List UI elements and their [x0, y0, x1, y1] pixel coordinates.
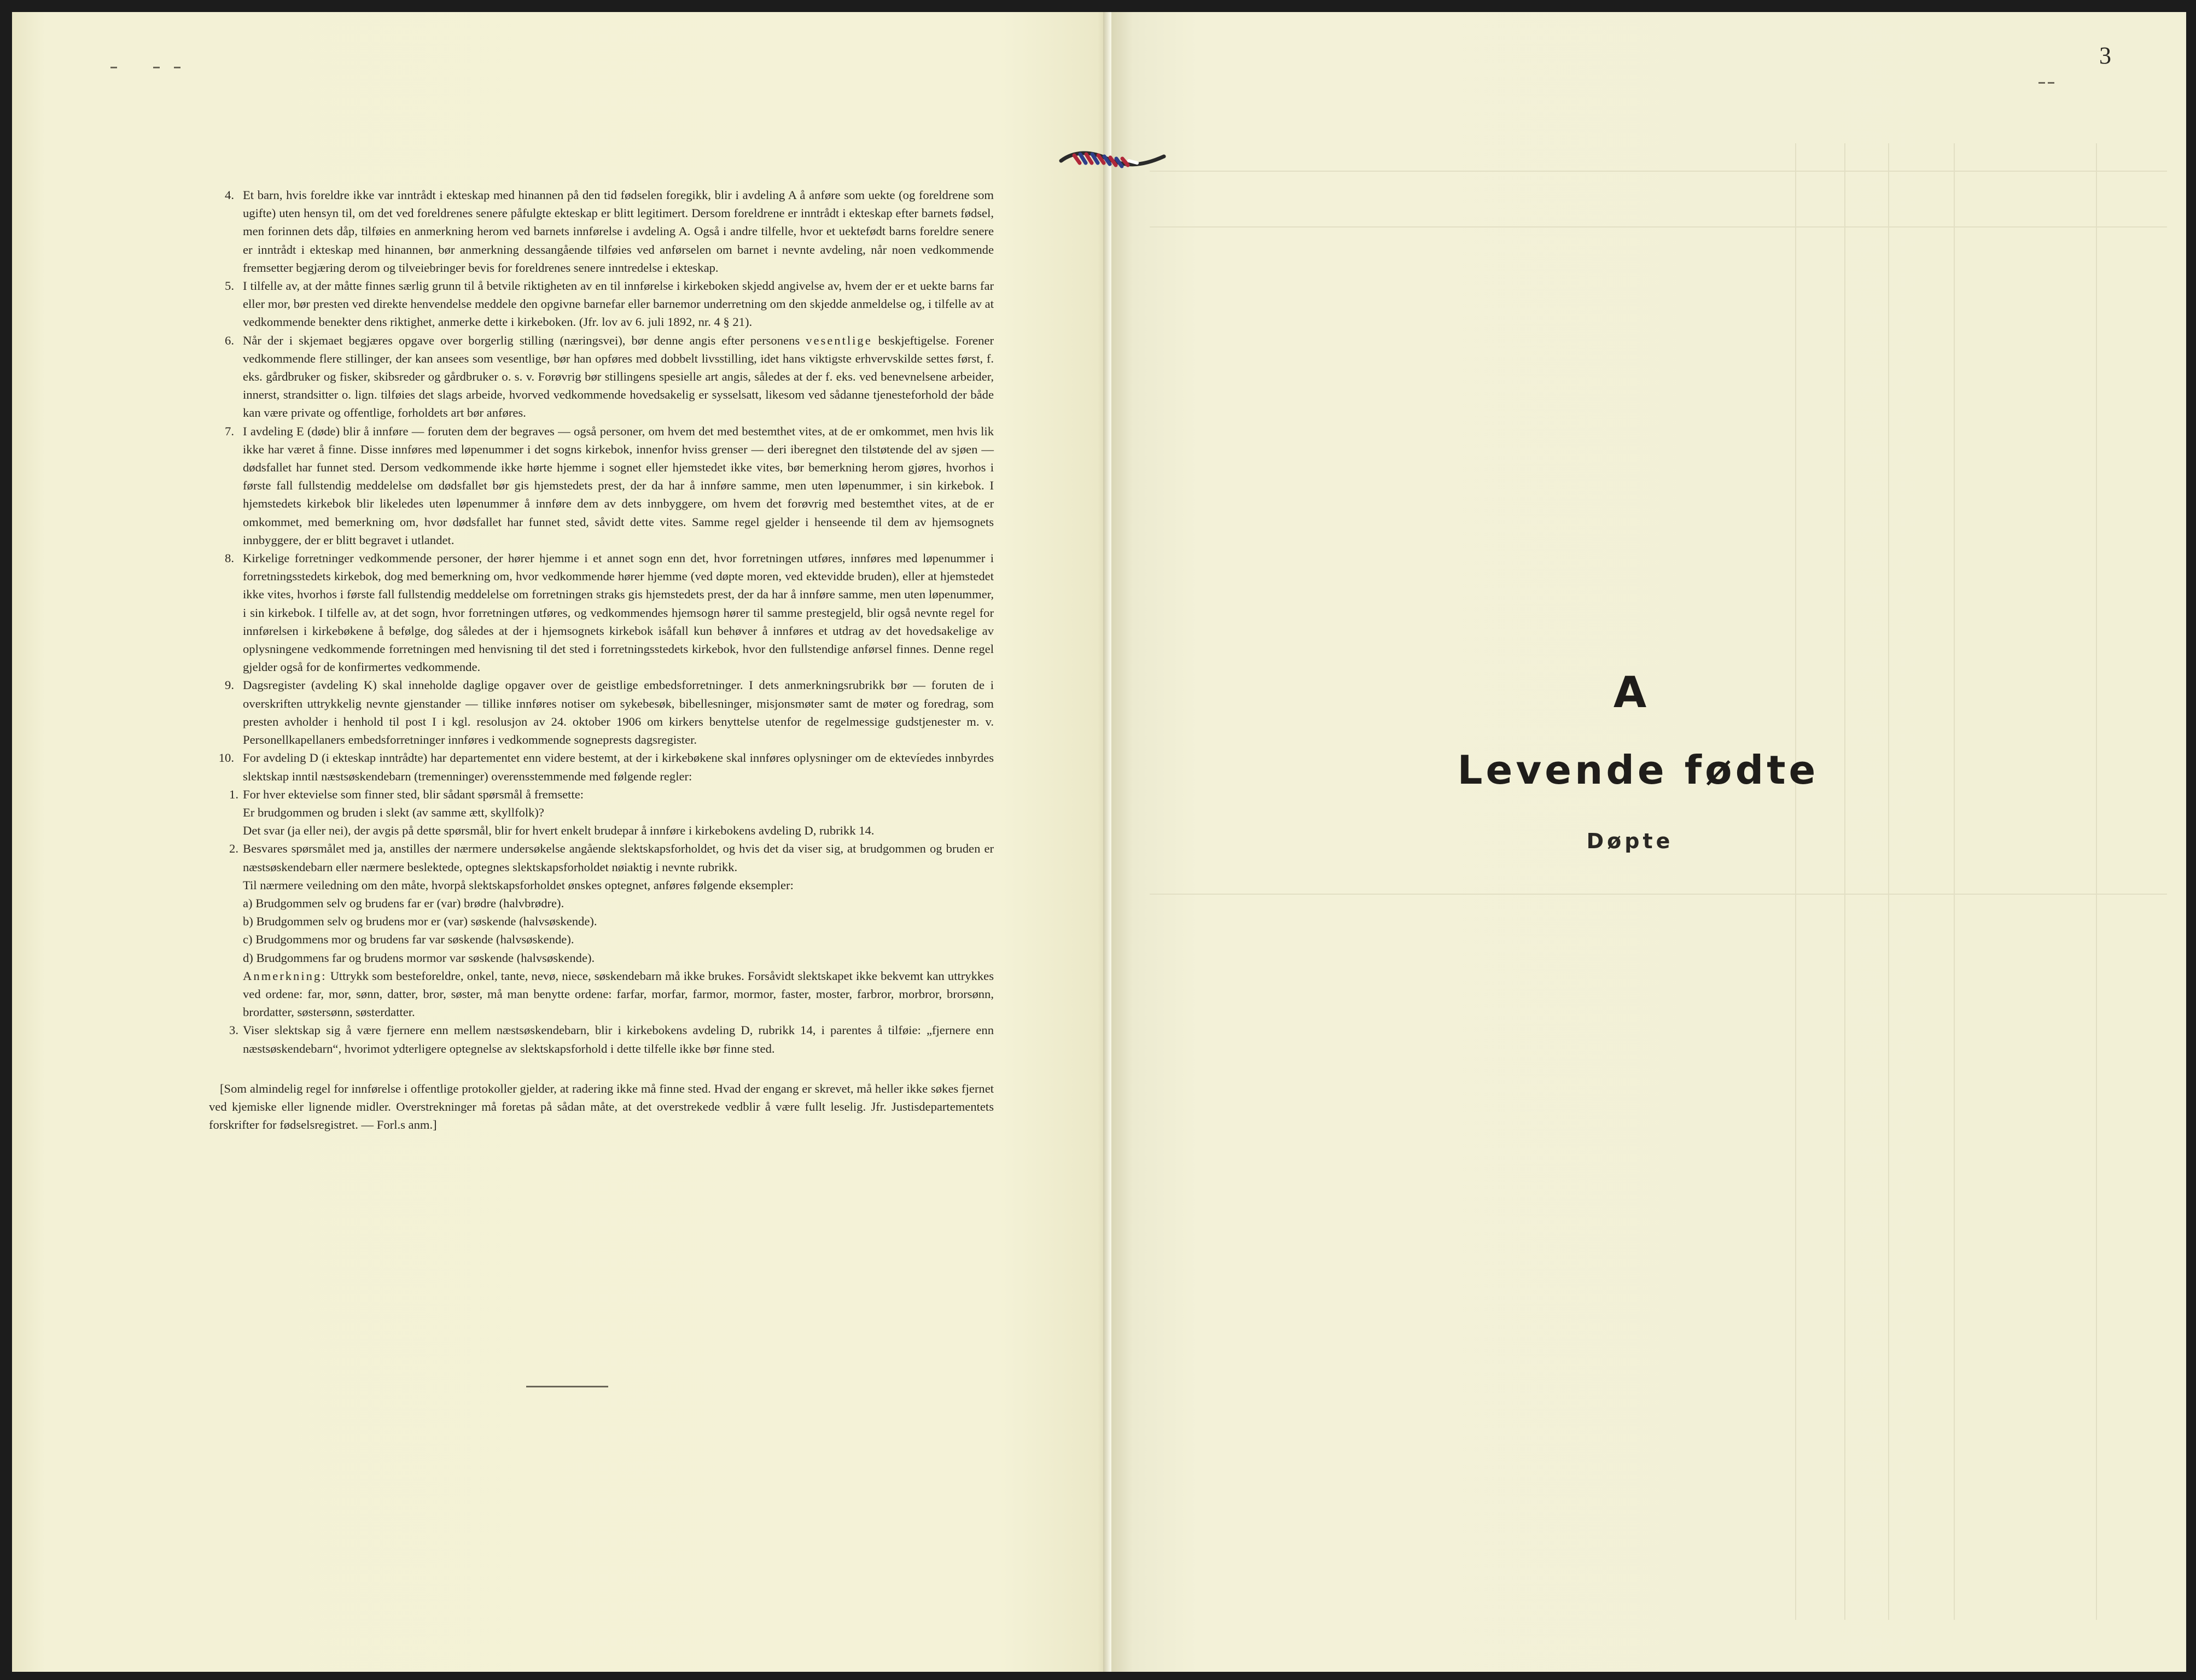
ghost-column	[2096, 143, 2097, 1620]
rule-2: 2. Besvares spørsmålet med ja, anstilles der nærmere undersøkelse angående slektskapsforholdet, og hvis det da viser sig, at brudgommen og bruden er næstsøskendebarn eller nærmere beslektede, optegnes slektskapsforholdet nøiaktig i nevnte rubrikk.	[229, 842, 994, 874]
ghost-column	[1954, 143, 1955, 1620]
closing-rule	[526, 1386, 608, 1387]
section-subtitle: Døpte	[1586, 829, 1674, 853]
rule-1: 1. For hver ektevielse som finner sted, blir sådant spørsmål å fremsette:	[229, 787, 584, 801]
ghost-rule	[1150, 171, 2167, 172]
instruction-item-7: 7. I avdeling E (døde) blir å innføre — foruten dem der begraves — også personer, om hvem det med bestemthet vites, at de er omkommet, men hvis lik ikke har været å finne. Disse innføres med løpenummer i det sogns kirkebok, innenfor hviss grenser — deri iberegnet den tilstøtende del av sjøen — dødsfallet har funnet sted. Dersom vedkommende ikke hørte hjemme i sognet eller hjemstedet ikke vites, bør bemerkning herom gjøres, hvorhos i første fall fullstendig meddelelse om dødsfallet bør gis hjemstedets prest, der da har å innføre samme, men uten løpenummer, i sin kirkebok. I hjemstedets kirkebok blir likeledes uten løpenummer å innføre dem av dets innbyggere, om hvem det forøvrig med bestemthet vites, at de er omkommet, med bemerkning om, hvor dødsfallet har funnet sted, såvidt dette vites. Samme regel gjelder i henseende til dem av hjemsognets innbyggere, der er blitt begravet i utlandet.	[225, 424, 994, 547]
remark: Anmerkning: Uttrykk som besteforeldre, onkel, tante, nevø, niece, søskendebarn må ikke brukes. Forsåvidt slektskapet ikke bekvemt kan uttrykkes ved ordene: far, mor, sønn, datter, bror, søster, må man benytte ordene: farfar, morfar, farmor, mormor, faster, moster, farbror, morbror, brorsønn, brordatter, søstersønn, søsterdatter.	[243, 969, 994, 1019]
ghost-column	[1844, 143, 1845, 1620]
publisher-note: [Som almindelig regel for innførelse i offentlige protokoller gjelder, at radering ikke må finne sted. Hvad der engang er skrevet, må heller ikke søkes fjernet ved kjemiske eller lignende midler. Overstrekninger må foretas på sådan måte, at det overstrekede vedblir å være fullt leselig. Jfr. Justisdepartementets forskrifter for fødselsregistret. — Forl.s anm.]	[209, 1081, 994, 1132]
corner-mark	[110, 67, 117, 68]
instructions-text	[209, 186, 994, 1146]
book-spread	[12, 12, 2186, 1672]
page-number: 3	[2099, 42, 2111, 69]
instruction-item-9: 9. Dagsregister (avdeling K) skal inneholde daglige opgaver over de geistlige embedsforretninger. I dets anmerkningsrubrikk bør — foruten de i overskriften uttrykkelig nevnte gjenstander — tillike innføres notiser om sykebesøk, bibellesninger, misjonsmøter samt de møter og foredrag, som presten avholder i henhold til post I i kgl. resolusjon av 24. oktober 1906 om kirkers benyttelse utenfor de regelmessige gudstjenester m. v. Personellkapellaners embedsforretninger innføres i vedkommende sogneprests dagsregister.	[225, 678, 994, 747]
corner-mark	[153, 67, 160, 68]
rule-3: 3. Viser slektskap sig å være fjernere enn mellem næstsøskendebarn, blir i kirkebokens avdeling D, rubrikk 14, i parentes å tilføie: „fjernere enn næstsøskendebarn“, hvorimot ydterligere optegnelse av slektskapsforhold i dette tilfelle ikke bør finne sted.	[229, 1023, 994, 1055]
ghost-column	[1795, 143, 1796, 1620]
instruction-item-5: 5. I tilfelle av, at der måtte finnes særlig grunn til å betvile riktigheten av en til innførelse i kirkeboken skjedd angivelse av, hvem der er et uekte barns far eller mor, bør presten ved direkte henvendelse meddele den opgivne barnefar eller barnemor underretning om den skjedde anmeldelse og, i tilfelle av at vedkommende benekter dens riktighet, anmerke dette i kirkeboken. (Jfr. lov av 6. juli 1892, nr. 4 § 21).	[225, 279, 994, 329]
instruction-item-8: 8. Kirkelige forretninger vedkommende personer, der hører hjemme i et annet sogn enn det, hvor forretningen utføres, innføres med løpenummer i forretningsstedets kirkebok, dog med bemerkning om, hvor vedkommende hører hjemme (ved døpte moren, ved ektevidde bruden), eller at hjemstedet ikke vites, hvorhos i første fall fullstendig meddelelse om forretningen straks gis hjemstedets prest, der da har å innføre samme, men uten løpenummer, i sin kirkebok. I tilfelle av, at det sogn, hvor forretningen utføres, og vedkommendes hjemsogn hører til samme prestegjeld, blir også nevnte regel for innførelsen i kirkebøkene å befølge, dog således at der i hjemsognets kirkebok isåfall kun behøver å innføres et utdrag av det hovedsakelige av oplysningene vedkommende forretningen med henvisning til det sted i forretningsstedets kirkebok, hvor den fullstendige anførsel finnes. Denne regel gjelder også for de konfirmertes vedkommende.	[225, 551, 994, 674]
section-letter: A	[1613, 668, 1647, 718]
section-title: Levende fødte	[1457, 747, 1819, 793]
instruction-item-6: 6. Når der i skjemaet begjæres opgave over borgerlig stilling (næringsvei), bør denne angis efter personens vesentlige beskjeftigelse. Forener vedkommende flere stillinger, der kan ansees som vesentlige, bør han opføres med dobbelt livsstilling, idet hans viktigste erhvervskilde settes først, f. eks. gårdbruker og fisker, skibsreder og gårdbruker o. s. v. Forøvrig bør stillingens spesielle art angis, således at der f. eks. ved benevnelsene arbeider, innerst, strandsitter o. lign. tilføies det slags arbeide, hvorved vedkommende hovedsakelig er sysselsatt, likesom ved sådanne tjenesteforhold der både kan være private og offentlige, forholdets art bør anføres.	[225, 333, 994, 420]
binding-thread-icon	[1058, 149, 1167, 168]
corner-mark	[2048, 82, 2054, 84]
corner-mark	[174, 67, 180, 68]
example-b: b) Brudgommen selv og brudens mor er (var) søskende (halvsøskende).	[243, 914, 597, 929]
rule-1-answer: Det svar (ja eller nei), der avgis på dette spørsmål, blir for hvert enkelt brudepar å innføre i kirkebokens avdeling D, rubrikk 14.	[243, 824, 875, 838]
ghost-rule	[1150, 894, 2167, 895]
instruction-item-10: 10. For avdeling D (i ekteskap inntrådte) har departementet enn videre bestemt, at der i kirkebøkene skal innføres oplysninger om de ektevíedes innbyrdes slektskap inntil næstsøskendebarn (tremenninger) overensstemmende med følgende regler:	[218, 751, 994, 783]
instruction-item-4: 4. Et barn, hvis foreldre ikke var inntrådt i ekteskap med hinannen på den tid fødselen foregikk, blir i avdeling A å anføre som uekte (og foreldrene som ugifte) uten hensyn til, om det ved foreldrenes senere påfulgte ekteskap er blitt legitimert. Dersom foreldrene er inntrådt i ekteskap efter barnets fødsel, men forinnen dets dåp, tilføies en anmerkning herom ved barnets innførelse i avdeling A. Også i andre tilfelle, hvor et uektefødt barns foreldre senere er inntrådt i ekteskap med hinannen, bør anmerkning dessangående tilføies ved anførselen om barnet i nevnte avdeling, når noen vedkommende fremsetter begjæring derom og tilveiebringer bevis for foreldrenes senere inntredelse i ekteskap.	[225, 188, 994, 275]
rule-1-question: Er brudgommen og bruden i slekt (av samme ætt, skyllfolk)?	[243, 805, 544, 819]
corner-mark	[2038, 82, 2045, 84]
ghost-rule	[1150, 226, 2167, 228]
example-d: d) Brudgommens far og brudens mormor var søskende (halvsøskende).	[243, 950, 595, 965]
rule-2-guidance: Til nærmere veiledning om den måte, hvorpå slektskapsforholdet ønskes optegnet, anføres følgende eksempler:	[243, 878, 794, 892]
example-a: a) Brudgommen selv og brudens far er (var) brødre (halvbrødre).	[243, 896, 564, 910]
ghost-column	[1888, 143, 1889, 1620]
example-c: c) Brudgommens mor og brudens far var søskende (halvsøskende).	[243, 932, 574, 947]
left-page	[12, 12, 1109, 1672]
